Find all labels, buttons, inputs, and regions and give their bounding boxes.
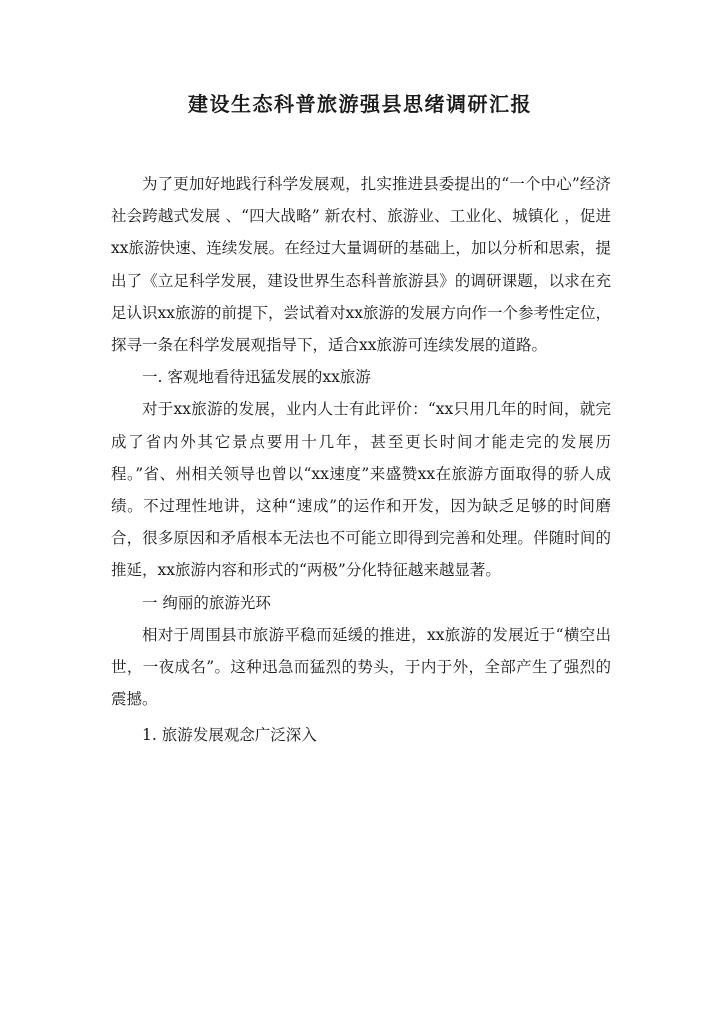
paragraph-intro: 为了更加好地践行科学发展观，扎实推进县委提出的“一个中心”经济社会跨越式发展 、“四大战略” 新农村、旅游业、工业化、城镇化 ，促进xx旅游快速、连续发展。在经过大量调研的基础上，加以分析和思索，提出了《立足科学发展，建设世界生态科普旅游县》的调研课题，以求在充足认识xx旅游的前提下，尝试着对xx旅游的发展方向作一个参考性定位，探寻一条在科学发展观指导下，适合xx旅游可连续发展的道路。: [111, 175, 611, 355]
paragraph-evaluation: 对于xx旅游的发展，业内人士有此评价：“xx只用几年的时间，就完成了省内外其它景点要用十几年，甚至更长时间才能走完的发展历程。”省、州相关领导也曾以“xx速度”来盛赞xx在旅游方面取得的骄人成绩。不过理性地讲，这种“速成”的运作和开发，因为缺乏足够的时间磨合，很多原因和矛盾根本无法也不可能立即得到完善和处理。伴随时间的推延，xx旅游内容和形式的“两极”分化特征越来越显著。: [111, 400, 611, 580]
section-heading-2: 一 绚丽的旅游光环: [142, 593, 271, 612]
paragraph-halo: 相对于周围县市旅游平稳而延缓的推进，xx旅游的发展近于“横空出世，一夜成名”。这种迅急而猛烈的势头，于内于外，全部产生了强烈的震撼。: [111, 625, 611, 709]
section-heading-1: 一. 客观地看待迅猛发展的xx旅游: [142, 368, 371, 387]
document-title: 建设生态科普旅游强县思绪调研汇报: [188, 92, 532, 116]
document-body: [111, 168, 611, 752]
subsection-heading-1: 1. 旅游发展观念广泛深入: [142, 726, 317, 745]
